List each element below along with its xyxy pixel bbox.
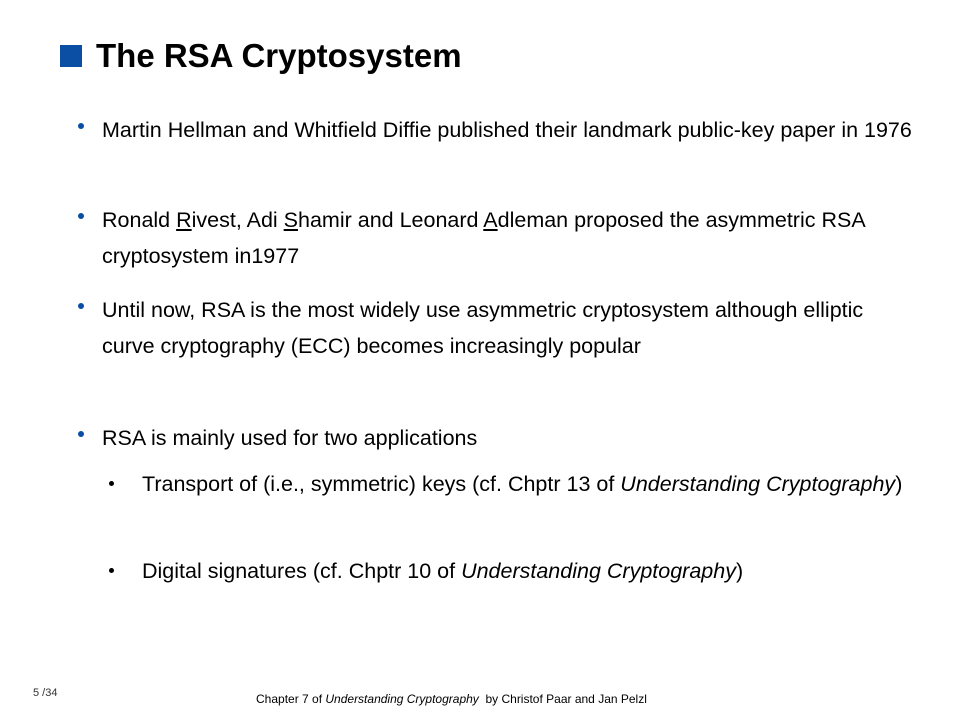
sub-bullet-text-part: )	[735, 559, 744, 583]
bullet-dot-icon	[78, 213, 84, 219]
bullet-dot-icon	[78, 123, 84, 129]
sub-bullet-text-part: Digital signatures (cf. Chptr 10 of	[142, 559, 462, 583]
bullet-text-part: hamir and Leonard	[298, 208, 484, 232]
footer-book-title: Understanding Cryptography	[325, 692, 479, 706]
bullet-text-part: dleman proposed the asymmetric RSA cryptosystem in1977	[102, 208, 865, 268]
bullet-item	[102, 112, 912, 148]
bullet-dot-icon	[78, 303, 84, 309]
bullet-text: Until now, RSA is the most widely use asymmetric cryptosystem although elliptic curve cryptography (ECC) becomes increasingly popular	[102, 298, 864, 358]
footer-text-part: Chapter 7 of	[256, 692, 326, 706]
underlined-letter: R	[176, 208, 192, 232]
bullet-text: Martin Hellman and Whitfield Diffie published their landmark public-key paper in 1976	[102, 118, 912, 142]
bullet-text: RSA is mainly used for two applications	[102, 426, 478, 450]
footer-text-part: by Christof Paar and Jan Pelzl	[478, 692, 647, 706]
bullet-item	[102, 292, 912, 364]
bullet-text-part: Ronald	[102, 208, 177, 232]
book-title: Understanding Cryptography	[620, 472, 896, 496]
sub-bullet-text-part: )	[895, 472, 903, 496]
bullet-item	[102, 202, 912, 274]
slide-title: The RSA Cryptosystem	[96, 37, 462, 74]
footer	[256, 692, 647, 706]
underlined-letter: S	[283, 208, 298, 232]
book-title: Understanding Cryptography	[461, 559, 736, 583]
sub-bullet-dot-icon	[109, 481, 114, 486]
underlined-letter: A	[483, 208, 498, 232]
sub-bullet-text-part: Transport of (i.e., symmetric) keys (cf. Chptr 13 of	[142, 472, 621, 496]
bullet-item	[102, 420, 912, 456]
title-square-icon	[60, 45, 82, 67]
sub-bullet-dot-icon	[109, 568, 114, 573]
sub-bullet-item	[142, 466, 922, 502]
bullet-text-part: ivest, Adi	[191, 208, 284, 232]
page-number: 5 /34	[33, 687, 58, 699]
sub-bullet-item	[142, 553, 922, 589]
bullet-dot-icon	[78, 431, 84, 437]
